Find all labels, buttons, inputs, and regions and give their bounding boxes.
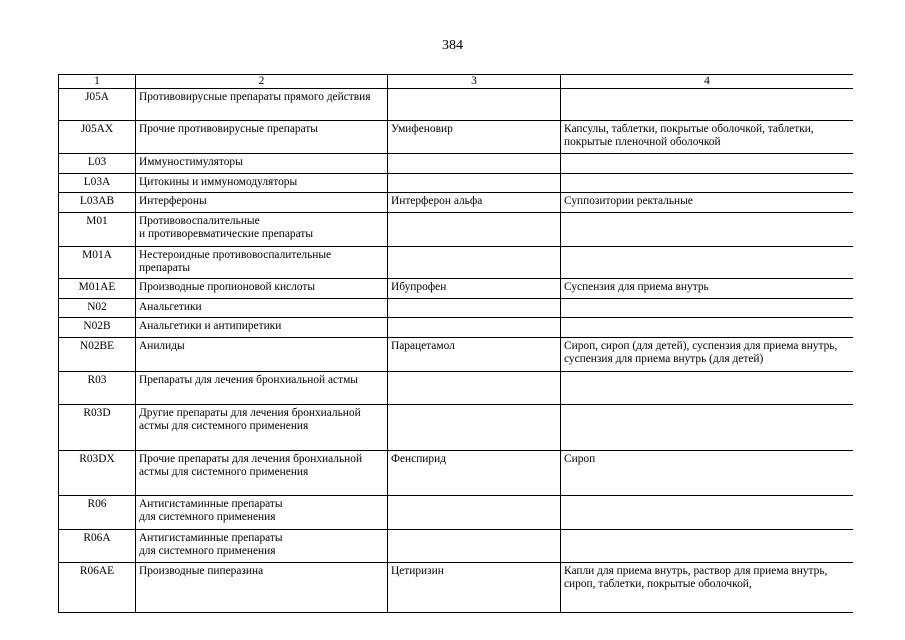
table-row [59, 213, 854, 247]
pharmacological-group-cell: Другие препараты для лечения бронхиальной астмы для системного применения [136, 405, 388, 451]
dosage-form-cell [561, 372, 854, 405]
drug-name-cell: Цетиризин [388, 563, 561, 613]
drug-name-cell: Парацетамол [388, 338, 561, 372]
table-row [59, 338, 854, 372]
dosage-form-cell [561, 154, 854, 174]
table-row [59, 530, 854, 563]
pharmacological-group-cell: Производные пропионовой кислоты [136, 279, 388, 299]
drug-name-cell [388, 372, 561, 405]
pharmacological-group-cell: Антигистаминные препараты для системного применения [136, 530, 388, 563]
atc-code-cell: L03A [59, 174, 136, 193]
pharmacological-group-cell: Иммуностимуляторы [136, 154, 388, 174]
atc-code-cell: J05A [59, 89, 136, 121]
atc-code-cell: M01A [59, 247, 136, 279]
medication-table [58, 74, 853, 613]
table-row [59, 279, 854, 299]
atc-code-cell: R03DX [59, 451, 136, 496]
header-cell-4: 4 [561, 75, 854, 89]
pharmacological-group-cell: Анальгетики [136, 299, 388, 318]
dosage-form-cell [561, 89, 854, 121]
pharmacological-group-cell: Анальгетики и антипиретики [136, 318, 388, 338]
dosage-form-cell [561, 213, 854, 247]
dosage-form-cell [561, 496, 854, 530]
atc-code-cell: N02BE [59, 338, 136, 372]
pharmacological-group-cell: Цитокины и иммуномодуляторы [136, 174, 388, 193]
drug-name-cell: Интерферон альфа [388, 193, 561, 213]
dosage-form-cell: Капсулы, таблетки, покрытые оболочкой, таблетки, покрытые пленочной оболочкой [561, 121, 854, 154]
table-row [59, 247, 854, 279]
pharmacological-group-cell: Анилиды [136, 338, 388, 372]
drug-name-cell [388, 213, 561, 247]
atc-code-cell: M01AE [59, 279, 136, 299]
table-header-row [59, 75, 854, 89]
table-row [59, 563, 854, 613]
drug-name-cell [388, 318, 561, 338]
pharmacological-group-cell: Прочие препараты для лечения бронхиальной астмы для системного применения [136, 451, 388, 496]
table-row [59, 193, 854, 213]
page-number: 384 [442, 38, 463, 53]
table-row [59, 299, 854, 318]
drug-name-cell [388, 299, 561, 318]
drug-name-cell [388, 89, 561, 121]
dosage-form-cell [561, 530, 854, 563]
header-cell-1: 1 [59, 75, 136, 89]
table-row [59, 89, 854, 121]
atc-code-cell: R06 [59, 496, 136, 530]
table-row [59, 372, 854, 405]
atc-code-cell: R06A [59, 530, 136, 563]
drug-name-cell [388, 496, 561, 530]
dosage-form-cell [561, 247, 854, 279]
atc-code-cell: L03AB [59, 193, 136, 213]
drug-name-cell: Фенспирид [388, 451, 561, 496]
atc-code-cell: R03D [59, 405, 136, 451]
dosage-form-cell: Капли для приема внутрь, раствор для приема внутрь, сироп, таблетки, покрытые оболочкой, [561, 563, 854, 613]
dosage-form-cell: Сироп [561, 451, 854, 496]
pharmacological-group-cell: Нестероидные противовоспалительные препараты [136, 247, 388, 279]
dosage-form-cell: Сироп, сироп (для детей), суспензия для приема внутрь, суспензия для приема внутрь (для детей) [561, 338, 854, 372]
pharmacological-group-cell: Противовирусные препараты прямого действия [136, 89, 388, 121]
table-row [59, 174, 854, 193]
dosage-form-cell: Суппозитории ректальные [561, 193, 854, 213]
atc-code-cell: R06AE [59, 563, 136, 613]
atc-code-cell: J05AX [59, 121, 136, 154]
atc-code-cell: M01 [59, 213, 136, 247]
table-row [59, 451, 854, 496]
table-row [59, 154, 854, 174]
drug-name-cell [388, 405, 561, 451]
drug-name-cell [388, 174, 561, 193]
pharmacological-group-cell: Производные пиперазина [136, 563, 388, 613]
drug-name-cell [388, 154, 561, 174]
table-row [59, 121, 854, 154]
drug-name-cell: Ибупрофен [388, 279, 561, 299]
dosage-form-cell: Суспензия для приема внутрь [561, 279, 854, 299]
drug-name-cell [388, 247, 561, 279]
atc-code-cell: R03 [59, 372, 136, 405]
header-cell-3: 3 [388, 75, 561, 89]
table-row [59, 405, 854, 451]
header-cell-2: 2 [136, 75, 388, 89]
pharmacological-group-cell: Антигистаминные препараты для системного применения [136, 496, 388, 530]
atc-code-cell: L03 [59, 154, 136, 174]
pharmacological-group-cell: Препараты для лечения бронхиальной астмы [136, 372, 388, 405]
table-row [59, 496, 854, 530]
atc-code-cell: N02B [59, 318, 136, 338]
table-row [59, 318, 854, 338]
atc-code-cell: N02 [59, 299, 136, 318]
pharmacological-group-cell: Прочие противовирусные препараты [136, 121, 388, 154]
dosage-form-cell [561, 405, 854, 451]
drug-name-cell: Умифеновир [388, 121, 561, 154]
dosage-form-cell [561, 174, 854, 193]
drug-name-cell [388, 530, 561, 563]
medication-table-container [58, 74, 853, 640]
pharmacological-group-cell: Противовоспалительные и противоревматические препараты [136, 213, 388, 247]
dosage-form-cell [561, 318, 854, 338]
pharmacological-group-cell: Интерфероны [136, 193, 388, 213]
dosage-form-cell [561, 299, 854, 318]
